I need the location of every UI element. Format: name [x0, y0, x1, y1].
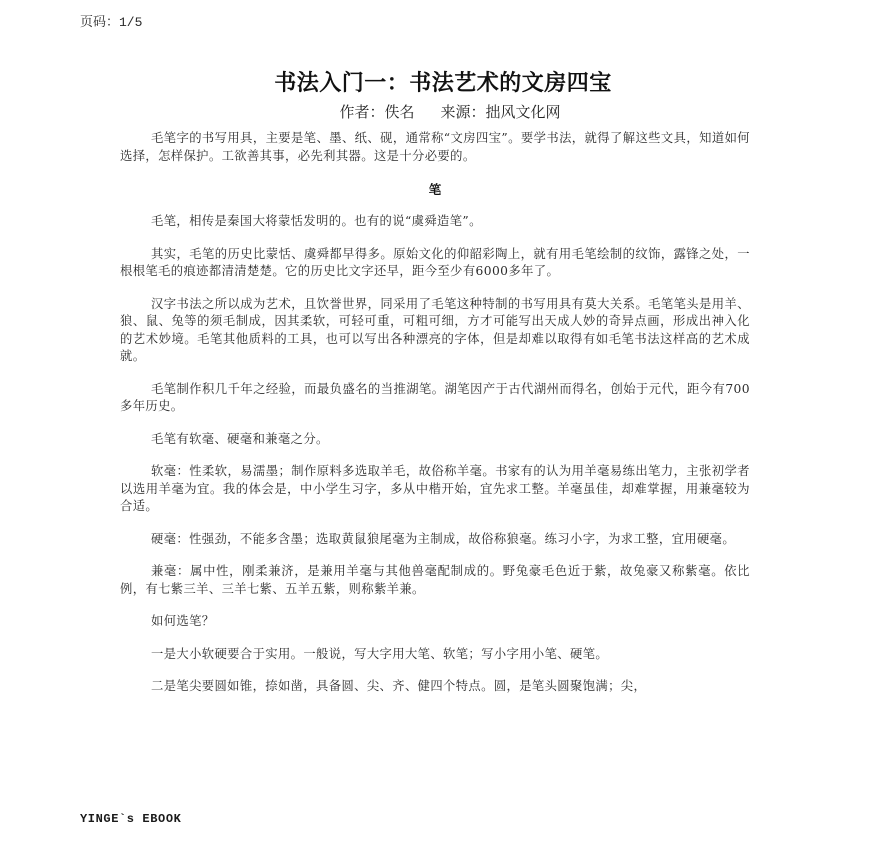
body-paragraph: 二是笔尖要圆如锥，捺如凿，具备圆、尖、齐、健四个特点。圆，是笔头圆聚饱满；尖， [151, 679, 647, 693]
intro-paragraph: 毛笔字的书写用具，主要是笔、墨、纸、砚，通常称“文房四宝”。要学书法，就得了解这些文具，知道如何选择，怎样保护。工欲善其事，必先利其器。这是十分必要的。 [120, 131, 750, 163]
article-title: 书法入门一：书法艺术的文房四宝 [274, 70, 612, 96]
section-heading-brush: 笔 [428, 182, 442, 197]
article-author: 作者：佚名 [339, 103, 415, 121]
body-paragraph: 汉字书法之所以成为艺术，且饮誉世界，同采用了毛笔这种特制的书写用具有莫大关系。毛笔笔头是用羊、狼、鼠、兔等的须毛制成，因其柔软，可轻可重，可粗可细，方才可能写出天成人妙的奇异点画，形成出神入化的艺术妙境。毛笔其他质料的工具，也可以写出各种漂亮的字体，但是却难以取得有如毛笔书法这样高的艺术成就。 [120, 296, 750, 363]
body-paragraph: 兼毫：属中性，刚柔兼济，是兼用羊毫与其他兽毫配制成的。野兔豪毛色近于紫，故兔豪又称紫毫。依比例，有七紫三羊、三羊七紫、五羊五紫，则称紫羊兼。 [120, 564, 750, 596]
body-paragraph: 硬毫：性强劲，不能多含墨；选取黄鼠狼尾毫为主制成，故俗称狼毫。练习小字，为求工整，宜用硬毫。 [151, 531, 736, 546]
body-paragraph: 其实，毛笔的历史比蒙恬、虞舜都早得多。原始文化的仰韶彩陶上，就有用毛笔绘制的纹饰，露锋之处，一根根笔毛的痕迹都清清楚楚。它的历史比文字还早，距今至少有6000多年了。 [120, 246, 750, 278]
footer-brand: YINGE`s EBOOK [80, 812, 182, 826]
body-paragraph: 如何选笔？ [151, 614, 215, 628]
body-paragraph: 一是大小软硬要合于实用。一般说，写大字用大笔、软笔；写小字用小笔、硬笔。 [151, 646, 609, 661]
body-paragraph: 毛笔有软毫、硬毫和兼毫之分。 [151, 431, 329, 446]
article-body [120, 130, 750, 696]
body-paragraph: 软毫：性柔软，易濡墨；制作原料多选取羊毛，故俗称羊毫。书家有的认为用羊毫易练出笔力，主张初学者以选用羊毫为宜。我的体会是，中小学生习字，多从中楷开始，宜先求工整。羊毫虽佳，却难掌握，用兼毫较为合适。 [120, 464, 750, 513]
article-source: 来源：拙风文化网 [440, 103, 561, 121]
body-paragraph: 毛笔制作积几千年之经验，而最负盛名的当推湖笔。湖笔因产于古代湖州而得名，创始于元代，距今有700多年历史。 [120, 381, 750, 413]
article-byline [0, 101, 870, 122]
body-paragraph: 毛笔，相传是秦国大将蒙恬发明的。也有的说“虞舜造笔”。 [151, 214, 482, 228]
page-number: 页码：1/5 [80, 15, 143, 30]
